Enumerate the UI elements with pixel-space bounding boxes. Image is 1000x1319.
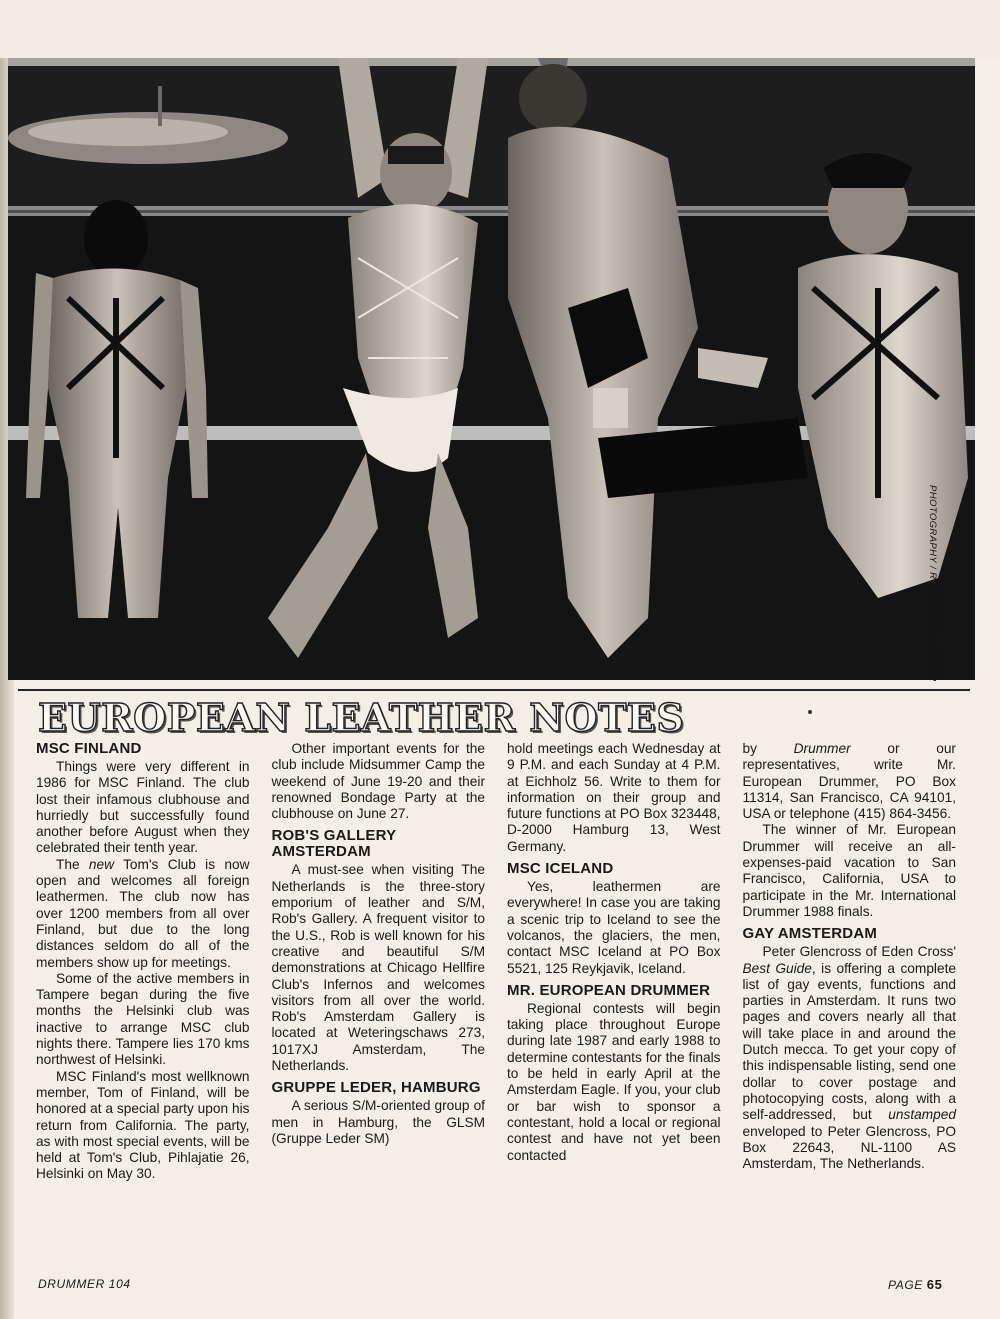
- paragraph: The new Tom's Club is now open and welcomes all foreign leathermen. The club now has over 1200 members from all over Finland, but due to the long distances seldom do all of the members show up for meetings.: [36, 856, 250, 970]
- paragraph: Yes, leathermen are everywhere! In case you are taking a scenic trip to Iceland to see the volcanos, the glaciers, the men, contact MSC Iceland at PO Box 5521, 125 Reykjavik, Iceland.: [507, 879, 721, 976]
- column-3: [507, 741, 721, 1269]
- section-heading-msc-iceland: MSC ICELAND: [507, 860, 614, 878]
- headline-rule: [18, 689, 970, 691]
- paragraph: Other important events for the club include Midsummer Camp the weekend of June 19-20 and their renowned Bondage Party at the clubhouse on June 27.: [271, 741, 485, 822]
- paragraph: by Drummer or our representatives, write Mr. European Drummer, PO Box 11314, San Francisco, CA 94101, USA or telephone (415) 864-3456.: [742, 741, 956, 822]
- section-heading-mr-european-drummer: MR. EUROPEAN DRUMMER: [507, 981, 711, 999]
- column-1: [36, 741, 250, 1269]
- top-margin: [0, 0, 1000, 58]
- page-number: PAGE 65: [888, 1277, 943, 1292]
- page-title: EUROPEAN LEATHER NOTES: [38, 695, 685, 740]
- section-heading-gruppe-leder: GRUPPE LEDER, HAMBURG: [271, 1079, 481, 1097]
- section-heading-msc-finland: MSC FINLAND: [36, 740, 142, 757]
- paragraph: MSC Finland's most wellknown member, Tom of Finland, will be honored at a special party upon his return from California. The party, as with most special events, will be held at Tom's Club, Pihlajatie 26, Helsinki on May 30.: [36, 1068, 250, 1182]
- paragraph: A must-see when visiting The Netherlands is the three-story emporium of leather and S/M, Rob's Gallery. A frequent visitor to the U.S., Rob is well known for his creative and beautiful S/M demonstrations at Chicago Hellfire Club's Infernos and welcomes visitors from all over the world. Rob's Amsterdam Gallery is located at Weteringschaws 273, 1017XJ Amsterdam, The Netherlands.: [271, 862, 485, 1074]
- section-heading-robs-gallery: ROB'S GALLERY AMSTERDAM: [271, 827, 397, 861]
- photo-illustration: [8, 58, 975, 680]
- photo-credit: PHOTOGRAPHY / ROBERT BELA FODOR: [927, 485, 938, 682]
- column-2: [272, 741, 486, 1269]
- paragraph: A serious S/M-oriented group of men in Hamburg, the GLSM (Gruppe Leder SM): [271, 1098, 485, 1146]
- article-columns: [36, 741, 956, 1269]
- magazine-issue: DRUMMER 104: [38, 1277, 131, 1291]
- paragraph: hold meetings each Wednesday at 9 P.M. and each Sunday at 4 P.M. at Eichholz 56. Write to them for information on their group and future functions at PO Box 323448, D-2000 Hamburg 13, West Germany.: [507, 741, 721, 854]
- paragraph: Things were very different in 1986 for MSC Finland. The club lost their infamous clubhouse and hurriedly but successfully found another before August when they celebrated their tenth year.: [36, 759, 250, 856]
- section-heading-gay-amsterdam: GAY AMSTERDAM: [742, 925, 878, 943]
- ink-speck: [808, 710, 812, 714]
- paragraph: The winner of Mr. European Drummer will receive an all-expenses-paid vacation to San Francisco, California, USA to participate in the Mr. International Drummer 1988 finals.: [742, 822, 956, 919]
- paragraph: Some of the active members in Tampere began during the five months the Helsinki club was inactive to arrange MSC club nights there. Tampere lies 170 kms northwest of Helsinki.: [36, 970, 250, 1068]
- leather-photograph: [8, 58, 975, 680]
- paragraph: Regional contests will begin taking place throughout Europe during late 1987 and early 1988 to determine contestants for the finals to be held in early April at the Amsterdam Eagle. If you, your club or bar wish to sponsor a contestant, hold a local or regional contest and have not yet been contacted: [507, 1000, 721, 1163]
- column-4: [743, 741, 957, 1269]
- paragraph: Peter Glencross of Eden Cross' Best Guide, is offering a complete list of gay events, functions and parties in Amsterdam. It runs two pages and covers nearly all that will take place in and around the Dutch mecca. To get your copy of this indispensable listing, send one dollar to cover postage and photocopying costs, along with a self-addressed, but unstamped enveloped to Peter Glencross, PO Box 22643, NL-1100 AS Amsterdam, The Netherlands.: [742, 944, 956, 1172]
